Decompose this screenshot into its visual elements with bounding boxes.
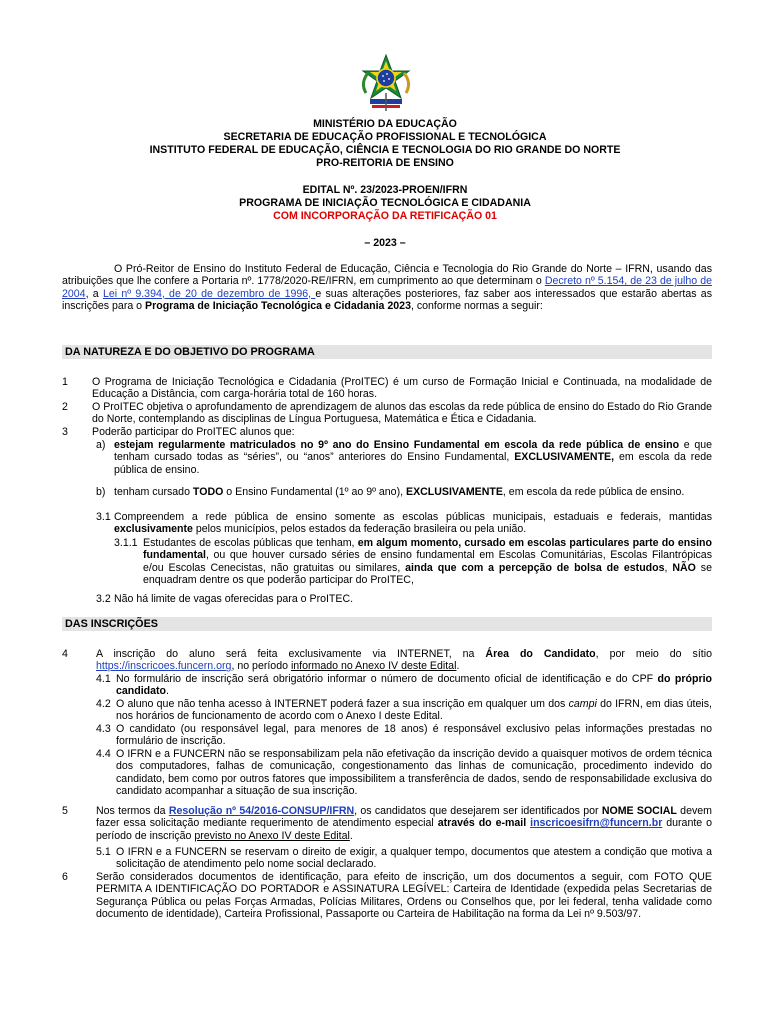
item-5: Nos termos da Resolução nº 54/2016-CONSUP/IFRN, os candidatos que desejarem ser identificados por NOME SOCIAL devem fazer essa solicitação mediante requerimento de atendimento especial através do e-mail inscricoesifrn@funcern.br durante o período de inscrição previsto no Anexo IV deste Edital. [96, 805, 712, 842]
item-4-4: O IFRN e a FUNCERN não se responsabilizam pela não efetivação da inscrição devido a quaisquer motivos de ordem técnica dos computadores, falhas de comunicação, congestionamento das linhas de comunicação, procedimento indevido do candidato, bem como por outros fatores que impossibilitem a transferência de dados, sendo de responsabilidade exclusiva do candidato acompanhar a situação de sua inscrição. [116, 748, 712, 798]
brazil-coat-of-arms-icon [356, 53, 416, 115]
item-1: O Programa de Iniciação Tecnológica e Cidadania (ProITEC) é um curso de Formação Inicial e Continuada, na modalidade de Educação a Distância, com carga-horária total de 160 horas. [92, 376, 712, 401]
inscricoes-link[interactable]: https://inscricoes.funcern.org [96, 660, 232, 673]
decreto-link[interactable]: Decreto nº 5.154, de 23 de julho de 2004 [62, 275, 712, 300]
year-line: – 2023 – [364, 237, 406, 249]
intro-paragraph: O Pró-Reitor de Ensino do Instituto Federal de Educação, Ciência e Tecnologia do Rio Grande do Norte – IFRN, usando das atribuições que lhe confere a Portaria nº. 1778/2020-RE/IFRN, em cumprimento ao que determinam o Decreto nº 5.154, de 23 de julho de 2004, a Lei nº 9.394, de 20 de dezembro de 1996, e suas alterações posteriores, faz saber aos interessados que estarão abertas as inscrições para o Programa de Iniciação Tecnológica e Cidadania 2023, conforme normas a seguir: [62, 263, 712, 313]
item-2: O ProITEC objetiva o aprofundamento de aprendizagem de alunos das escolas da rede pública de ensino do Estado do Rio Grande do Norte, contemplando as disciplinas de Língua Portuguesa, Matemática e Ética e Cidadania. [92, 401, 712, 426]
item-4: A inscrição do aluno será feita exclusivamente via INTERNET, na Área do Candidato, por meio do sítio https://inscricoes.funcern.org, no período informado no Anexo IV deste Edital. [96, 648, 712, 673]
item-5-1: O IFRN e a FUNCERN se reservam o direito de exigir, a qualquer tempo, documentos que atestem a condição que motiva a solicitação de atendimento pelo nome social declarado. [116, 846, 712, 871]
item-4-3: O candidato (ou responsável legal, para menores de 18 anos) é responsável exclusivo pelas informações prestadas no formulário de inscrição. [116, 723, 712, 748]
section-title-natureza: DA NATUREZA E DO OBJETIVO DO PROGRAMA [62, 345, 712, 359]
institute-line: INSTITUTO FEDERAL DE EDUCAÇÃO, CIÊNCIA E TECNOLOGIA DO RIO GRANDE DO NORTE [149, 144, 621, 156]
item-3-2: Não há limite de vagas oferecidas para o ProITEC. [114, 593, 354, 605]
lei-link[interactable]: Lei nº 9.394, de 20 de dezembro de 1996, [102, 287, 316, 300]
item-3: Poderão participar do ProITEC alunos que: [92, 426, 295, 438]
item-3-1: Compreendem a rede pública de ensino somente as escolas públicas municipais, estaduais e federais, mantidas exclusivamente pelos municípios, pelos estados da federação brasileira ou pela união. [114, 511, 712, 536]
pro-reitoria-line: PRO-REITORIA DE ENSINO [316, 157, 454, 169]
item-4-1: No formulário de inscrição será obrigatório informar o número de documento oficial de identificação e do CPF do próprio candidato. [116, 673, 712, 698]
secretariat-line: SECRETARIA DE EDUCAÇÃO PROFISSIONAL E TECNOLÓGICA [223, 131, 547, 143]
email-link[interactable]: inscricoesifrn@funcern.br [530, 817, 663, 830]
item-4-2: O aluno que não tenha acesso à INTERNET poderá fazer a sua inscrição em qualquer um dos campi do IFRN, em dias úteis, nos horários de funcionamento de acordo com o Anexo I deste Edital. [116, 698, 712, 723]
retificacao-note: COM INCORPORAÇÃO DA RETIFICAÇÃO 01 [273, 210, 497, 222]
resolucao-link[interactable]: Resolução nº 54/2016-CONSUP/IFRN [168, 805, 355, 817]
item-6: Serão considerados documentos de identificação, para efeito de inscrição, um dos documentos a seguir, com FOTO QUE PERMITA A IDENTIFICAÇÃO DO PORTADOR e ASSINATURA LEGÍVEL: Carteira de Identidade (expedida pelas Secretarias de Segurança Pública ou pelas Forças Armadas, Polícias Militares, Ordens ou Conselhos que, por lei federal, tenha validade como documento de identidade), Carteira Profissional, Passaporte ou Carteira de Habilitação na forma da Lei nº 9.503/97. [96, 871, 712, 921]
item-3-1-1: Estudantes de escolas públicas que tenham, em algum momento, cursado em escolas particulares parte do ensino fundamental, ou que houver cursado séries de ensino fundamental em Escolas Comunitárias, Escolas Filantrópicas e/ou Escolas Cenecistas, não gratuitas ou similares, ainda que com a percepção de bolsa de estudos, NÃO se enquadram dentre os que poderão participar do ProITEC, [143, 537, 712, 587]
ministry-line: MINISTÉRIO DA EDUCAÇÃO [313, 118, 457, 130]
item-3a: estejam regularmente matriculados no 9º ano do Ensino Fundamental em escola da rede pública de ensino e que tenham cursado todas as “séries”, ou “anos” anteriores do Ensino Fundamental, EXCLUSIVAMENTE, em escola da rede pública de ensino. [114, 439, 712, 476]
item-3b: tenham cursado TODO o Ensino Fundamental (1º ao 9º ano), EXCLUSIVAMENTE, em escola da rede pública de ensino. [114, 486, 685, 498]
section-title-inscricoes: DAS INSCRIÇÕES [62, 617, 712, 631]
document-page: MINISTÉRIO DA EDUCAÇÃO SECRETARIA DE EDUCAÇÃO PROFISSIONAL E TECNOLÓGICA INSTITUTO FEDERAL DE EDUCAÇÃO, CIÊNCIA E TECNOLOGIA DO RIO GRANDE DO NORTE PRO-REITORIA DE ENSINO EDITAL Nº. 23/2023-PROEN/IFRN PROGRAMA DE INICIAÇÃO TECNOLÓGICA E CIDADANIA COM INCORPORAÇÃO DA RETIFICAÇÃO 01 – 2023 – O Pró-Reitor de Ensino do Instituto Federal de Educação, Ciência e Tecnologia do Rio Grande do Norte – IFRN, usando das atribuições que lhe confere a Portaria nº. 1778/2020-RE/IFRN, em cumprimento ao que determinam o Decreto nº 5.154, de 23 de julho de 2004, a Lei nº 9.394, de 20 de dezembro de 1996, e suas alterações posteriores, faz saber aos interessados que estarão abertas as inscrições para o Programa de Iniciação Tecnológica e Cidadania 2023, conforme normas a seguir: DA NATUREZA E DO OBJETIVO DO PROGRAMA 1 O Programa de Iniciação Tecnológica e Cidadania (ProITEC) é um curso de Formação Inicial e Continuada, na modalidade de Educação a Distância, com carga-horária total de 160 horas. 2 O ProITEC objetiva o aprofundamento de aprendizagem de alunos das escolas da rede pública de ensino do Estado do Rio Grande do Norte, contemplando as disciplinas de Língua Portuguesa, Matemática e Ética e Cidadania. 3 Poderão participar do ProITEC alunos que: a) estejam regularmente matriculados no 9º ano do Ensino Fundamental em escola da rede pública de ensino e que tenham cursado todas as “séries”, ou “anos” anteriores do Ensino Fundamental, EXCLUSIVAMENTE, em escola da rede pública de ensino. b) tenham cursado TODO o Ensino Fundamental (1º ao 9º ano), EXCLUSIVAMENTE, em escola da rede pública de ensino. 3.1 Compreendem a rede pública de ensino somente as escolas públicas municipais, estaduais e federais, mantidas exclusivamente pelos municípios, pelos estados da federação brasileira ou pela união. 3.1.1 Estudantes de escolas públicas que tenham, em algum momento, cursado em escolas particulares parte do ensino fundamental, ou que houver cursado séries de ensino fundamental em Escolas Comunitárias, Escolas Filantrópicas e/ou Escolas Cenecistas, não gratuitas ou similares, ainda que com a percepção de bolsa de estudos, NÃO se enquadram dentre os que poderão participar do ProITEC, 3.2 Não há limite de vagas oferecidas para o ProITEC. DAS INSCRIÇÕES 4 A inscrição do aluno será feita exclusivamente via INTERNET, na Área do Candidato, por meio do sítio https://inscricoes.funcern.org, no período informado no Anexo IV deste Edital. 4.1 No formulário de inscrição será obrigatório informar o número de documento oficial de identificação e do CPF do próprio candidato. 4.2 O aluno que não tenha acesso à INTERNET poderá fazer a sua inscrição em qualquer um dos campi do IFRN, em dias úteis, nos horários de funcionamento de acordo com o Anexo I deste Edital. 4.3 O candidato (ou responsável legal, para menores de 18 anos) é responsável exclusivo pelas informações prestadas no formulário de inscrição. 4.4 O IFRN e a FUNCERN não se responsabilizam pela não efetivação da inscrição devido a quaisquer motivos de ordem técnica dos computadores, falhas de comunicação, congestionamento das linhas de comunicação, procedimento indevido do candidato, bem como por outros fatores que impossibilitem a transferência de dados, sendo de responsabilidade exclusiva do candidato acompanhar a situação de sua inscrição. 5 Nos termos da Resolução nº 54/2016-CONSUP/IFRN, os candidatos que desejarem ser identificados por NOME SOCIAL devem fazer essa solicitação mediante requerimento de atendimento especial através do e-mail inscricoesifrn@funcern.br durante o período de inscrição previsto no Anexo IV deste Edital. 5.1 O IFRN e a FUNCERN se reservam o direito de exigir, a qualquer tempo, documentos que atestem a condição que motiva a solicitação de atendimento pelo nome social declarado. 6 Serão considerados documentos de identificação, para efeito de inscrição, um dos documentos a seguir, com FOTO QUE PERMITA A IDENTIFICAÇÃO DO PORTADOR e ASSINATURA LEGÍVEL: Carteira de Identidade (expedida pelas Secretarias de Segurança Pública ou pelas Forças Armadas, Polícias Militares, Ordens ou Conselhos que, por lei federal, tenha validade como documento de identidade), Carteira Profissional, Passaporte ou Carteira de Habilitação na forma da Lei nº 9.503/97. [0, 0, 770, 1024]
program-title: PROGRAMA DE INICIAÇÃO TECNOLÓGICA E CIDADANIA [239, 197, 531, 209]
edital-number: EDITAL Nº. 23/2023-PROEN/IFRN [302, 184, 468, 196]
